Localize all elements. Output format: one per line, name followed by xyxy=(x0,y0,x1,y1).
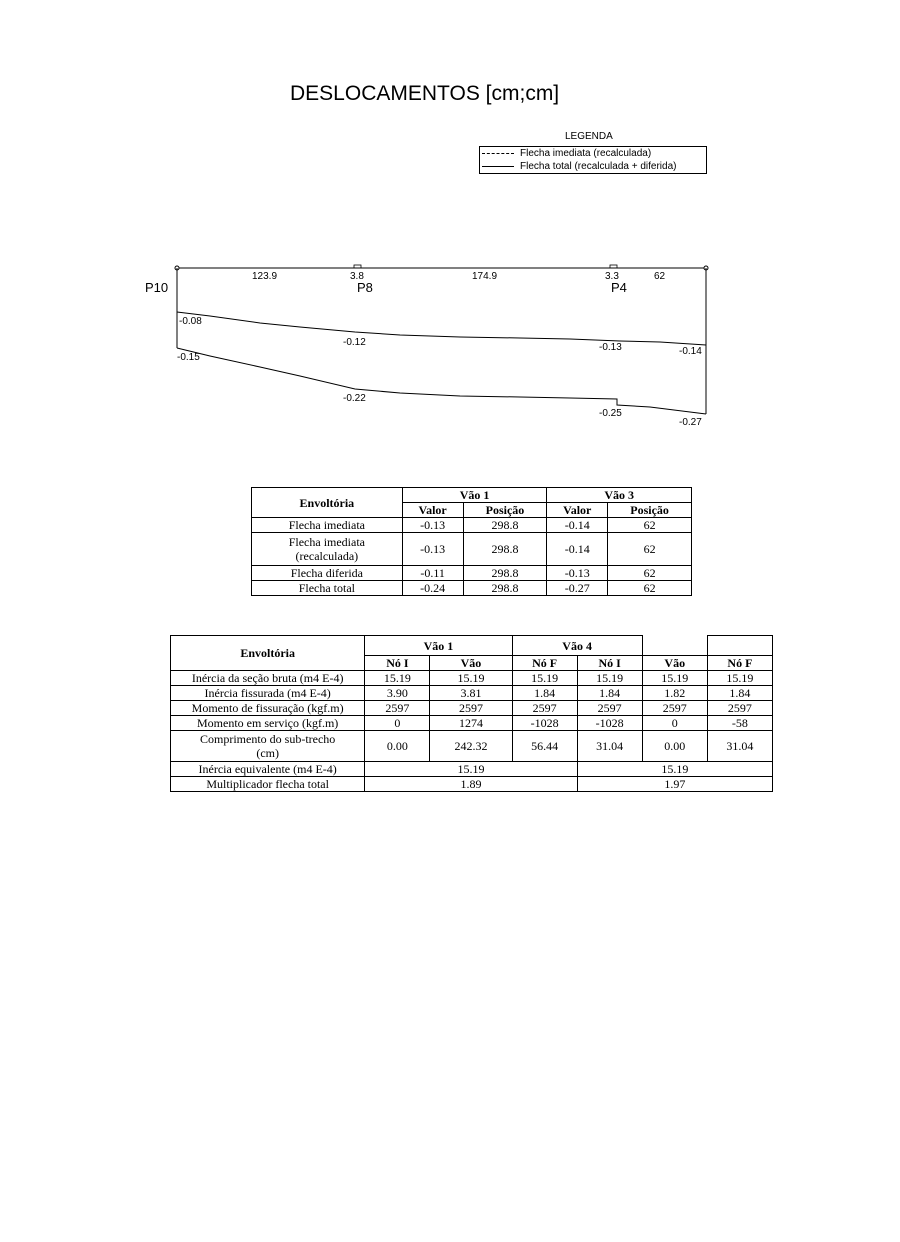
cell: 1.89 xyxy=(365,777,577,792)
header-envoltoria: Envoltória xyxy=(252,488,403,518)
cell: 15.19 xyxy=(365,762,577,777)
table-row xyxy=(171,716,773,731)
total-value-label: -0.27 xyxy=(679,417,702,428)
row-label: Momento de fissuração (kgf.m) xyxy=(171,701,365,716)
total-value-label: -0.22 xyxy=(343,393,366,404)
legend-title: LEGENDA xyxy=(565,131,613,142)
table-row xyxy=(171,701,773,716)
header-blank xyxy=(642,636,707,656)
cell: 3.81 xyxy=(430,686,512,701)
header-envoltoria: Envoltória xyxy=(171,636,365,671)
header-no-f: Nó F xyxy=(707,656,772,671)
row-label: Momento em serviço (kgf.m) xyxy=(171,716,365,731)
span-length-label: 62 xyxy=(654,271,666,282)
row-label: Multiplicador flecha total xyxy=(171,777,365,792)
span-length-label: 123.9 xyxy=(252,271,278,282)
header-no-f: Nó F xyxy=(512,656,577,671)
cell: -0.14 xyxy=(547,518,608,533)
total-deflection-line xyxy=(177,348,706,414)
table-row xyxy=(171,762,773,777)
cell: 15.19 xyxy=(365,671,430,686)
cell: -0.27 xyxy=(547,581,608,596)
immediate-value-label: -0.13 xyxy=(599,342,622,353)
cell: 1.84 xyxy=(707,686,772,701)
cell: -1028 xyxy=(577,716,642,731)
table-row xyxy=(252,518,692,533)
cell: 298.8 xyxy=(463,581,547,596)
cell: 2597 xyxy=(430,701,512,716)
header-vao: Vão xyxy=(642,656,707,671)
cell: 15.19 xyxy=(707,671,772,686)
cell: 1.84 xyxy=(512,686,577,701)
cell: 62 xyxy=(608,581,692,596)
support-label: P8 xyxy=(357,280,373,295)
header-no-i: Nó I xyxy=(577,656,642,671)
cell: 15.19 xyxy=(430,671,512,686)
immediate-deflection-line xyxy=(177,312,706,345)
cell: -0.24 xyxy=(402,581,463,596)
immediate-value-label: -0.12 xyxy=(343,337,366,348)
cell: 242.32 xyxy=(430,731,512,762)
cell: -0.14 xyxy=(547,533,608,566)
header-span: Vão 1 xyxy=(402,488,547,503)
span-length-label: 174.9 xyxy=(472,271,498,282)
row-label: Inércia fissurada (m4 E-4) xyxy=(171,686,365,701)
cell: 15.19 xyxy=(577,671,642,686)
header-vao: Vão xyxy=(430,656,512,671)
cell: 298.8 xyxy=(463,533,547,566)
cell: 15.19 xyxy=(642,671,707,686)
support-label: P4 xyxy=(611,280,627,295)
cell: 298.8 xyxy=(463,518,547,533)
table-row xyxy=(252,566,692,581)
legend-label: Flecha imediata (recalculada) xyxy=(520,148,652,159)
cell: -0.11 xyxy=(402,566,463,581)
cell: 2597 xyxy=(577,701,642,716)
cell: -0.13 xyxy=(547,566,608,581)
row-label: Flecha imediata (recalculada) xyxy=(252,533,403,566)
header-posicao: Posição xyxy=(608,503,692,518)
header-valor: Valor xyxy=(547,503,608,518)
row-label: Comprimento do sub-trecho (cm) xyxy=(171,731,365,762)
table-row xyxy=(171,671,773,686)
span-length-label: 3.8 xyxy=(350,271,364,282)
cell: 15.19 xyxy=(577,762,772,777)
cell: 2597 xyxy=(642,701,707,716)
table-row xyxy=(252,533,692,566)
header-posicao: Posição xyxy=(463,503,547,518)
header-valor: Valor xyxy=(402,503,463,518)
immediate-value-label: -0.08 xyxy=(179,316,202,327)
row-label: Flecha total xyxy=(252,581,403,596)
cell: 1274 xyxy=(430,716,512,731)
support-label: P10 xyxy=(145,280,169,295)
legend-label: Flecha total (recalculada + diferida) xyxy=(520,161,677,172)
cell: 62 xyxy=(608,533,692,566)
header-no-i: Nó I xyxy=(365,656,430,671)
deflection-summary-table xyxy=(251,487,692,596)
cell: 1.82 xyxy=(642,686,707,701)
cell: 0.00 xyxy=(365,731,430,762)
cell: 31.04 xyxy=(707,731,772,762)
cell: -58 xyxy=(707,716,772,731)
cell: 1.97 xyxy=(577,777,772,792)
row-label: Inércia equivalente (m4 E-4) xyxy=(171,762,365,777)
immediate-value-label: -0.14 xyxy=(679,346,702,357)
cell: 2597 xyxy=(512,701,577,716)
cell: 3.90 xyxy=(365,686,430,701)
row-label: Flecha diferida xyxy=(252,566,403,581)
cell: 2597 xyxy=(365,701,430,716)
span-length-label: 3.3 xyxy=(605,271,619,282)
cell: 31.04 xyxy=(577,731,642,762)
cell: 62 xyxy=(608,566,692,581)
cell: 1.84 xyxy=(577,686,642,701)
table-row xyxy=(171,686,773,701)
cell: 0 xyxy=(642,716,707,731)
cell: 0 xyxy=(365,716,430,731)
page-title: DESLOCAMENTOS [cm;cm] xyxy=(290,82,560,105)
header-span: Vão 1 xyxy=(365,636,512,656)
cell: 0.00 xyxy=(642,731,707,762)
table-row xyxy=(252,581,692,596)
table-row xyxy=(171,777,773,792)
cell: 62 xyxy=(608,518,692,533)
total-value-label: -0.15 xyxy=(177,352,200,363)
cell: 2597 xyxy=(707,701,772,716)
cell: -0.13 xyxy=(402,518,463,533)
cell: -1028 xyxy=(512,716,577,731)
header-blank xyxy=(707,636,772,656)
row-label: Inércia da seção bruta (m4 E-4) xyxy=(171,671,365,686)
cell: 15.19 xyxy=(512,671,577,686)
header-span: Vão 3 xyxy=(547,488,692,503)
cell: 298.8 xyxy=(463,566,547,581)
table-row xyxy=(171,731,773,762)
header-span: Vão 4 xyxy=(512,636,642,656)
row-label: Flecha imediata xyxy=(252,518,403,533)
cell: 56.44 xyxy=(512,731,577,762)
total-value-label: -0.25 xyxy=(599,408,622,419)
deflection-diagram xyxy=(0,0,900,440)
cell: -0.13 xyxy=(402,533,463,566)
inertia-table xyxy=(170,635,773,792)
